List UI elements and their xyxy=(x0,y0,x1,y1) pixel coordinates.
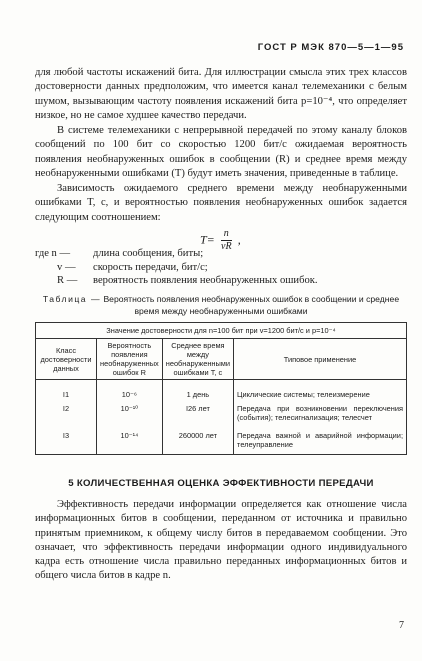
paragraph-efficiency: Эффективность передачи информации определяется как отношение числа информационных битов в сообщении, переданном от источника и правильно принятым приемником, к общему числу битов в передаваемом сообщении. Это означает, что эффективность передачи информации одного индивидуального кадра есть отношение числа правильно переданных информационных битов и общего числа битов в кадре n. xyxy=(35,499,407,582)
reliability-table xyxy=(35,322,407,455)
table-header-row xyxy=(36,339,407,380)
definition-item xyxy=(35,261,407,275)
paragraph-telemechanics: В системе телемеханики с непрерывной передачей по этому каналу блоков сообщений по 100 бит со скоростью 1200 бит/с ожидаемая вероятность появления необнаруженных ошибок в сообщении (R) и среднее время между необнаруженными ошибками (T) будут иметь значения, приведенные в таблице. xyxy=(35,125,407,179)
cell-time: 260000 лет xyxy=(162,424,233,455)
cell-application: Циклические системы; телеизмерение xyxy=(234,380,407,402)
definition-item xyxy=(35,247,407,261)
formula-numerator: n xyxy=(221,228,232,241)
definitions-list xyxy=(35,247,407,288)
cell-time: I26 лет xyxy=(162,401,233,424)
definition-item xyxy=(35,274,407,288)
cell-probability: 10⁻¹⁴ xyxy=(97,424,163,455)
table-row xyxy=(36,401,407,424)
definition-text: вероятность появления необнаруженных ошибок. xyxy=(93,275,318,286)
table-span-header: Значение достоверности для n=100 бит при v=1200 бит/с и p=10⁻⁴ xyxy=(36,323,407,339)
cell-class: I2 xyxy=(36,401,97,424)
formula-lhs: T= xyxy=(200,232,215,247)
table-row xyxy=(36,424,407,455)
paragraph-dependency: Зависимость ожидаемого среднего времени между необнаруженными ошибками T, с, и вероятностью появления необнаруженных ошибок задается следующим соотношением: xyxy=(35,183,407,223)
cell-application: Передача важной и аварийной информации; телеуправление xyxy=(234,424,407,455)
table-caption xyxy=(35,293,407,317)
definition-text: длина сообщения, биты; xyxy=(93,248,204,259)
column-header-time: Среднее время между необнаруженными ошибками T, с xyxy=(162,339,233,380)
formula-denominator: vR xyxy=(221,241,232,252)
cell-time: 1 день xyxy=(162,380,233,402)
cell-probability: 10⁻⁶ xyxy=(97,380,163,402)
definition-symbol: R — xyxy=(57,275,78,286)
table-span-header-row xyxy=(36,323,407,339)
cell-class: I1 xyxy=(36,380,97,402)
table-row xyxy=(36,380,407,402)
definition-text: скорость передачи, бит/с; xyxy=(93,261,208,273)
definition-symbol: v — xyxy=(57,261,76,273)
section-title: 5 КОЛИЧЕСТВЕННАЯ ОЦЕНКА ЭФФЕКТИВНОСТИ ПЕРЕДАЧИ xyxy=(68,478,374,489)
cell-application: Передача при возникновении переключения (события); телесигнализация; телесчет xyxy=(234,401,407,424)
column-header-application: Типовое применение xyxy=(234,339,407,380)
column-header-probability: Вероятность появления необнаруженных ошибок R xyxy=(97,339,163,380)
cell-class: I3 xyxy=(36,424,97,455)
table-caption-text: Вероятность появления необнаруженных ошибок в сообщении и среднее время между необнаруженными ошибками xyxy=(103,294,400,316)
document-header: ГОСТ Р МЭК 870—5—1—95 xyxy=(257,42,404,53)
formula-trail: , xyxy=(237,232,241,247)
page-number: 7 xyxy=(399,620,404,631)
column-header-class: Класс достоверности данных xyxy=(36,339,97,380)
paragraph-intro: для любой частоты искажений бита. Для иллюстрации смысла этих трех классов достоверности данных предположим, что имеется канал телемеханики с белым шумом, вызывающим частоту появления искажений бита p=10⁻⁴, что определяет низкое, но не самое худшее качество передачи. xyxy=(35,67,407,121)
cell-probability: 10⁻¹⁰ xyxy=(97,401,163,424)
table-caption-label: Таблица — xyxy=(42,294,102,304)
definition-symbol: где n — xyxy=(35,248,71,259)
